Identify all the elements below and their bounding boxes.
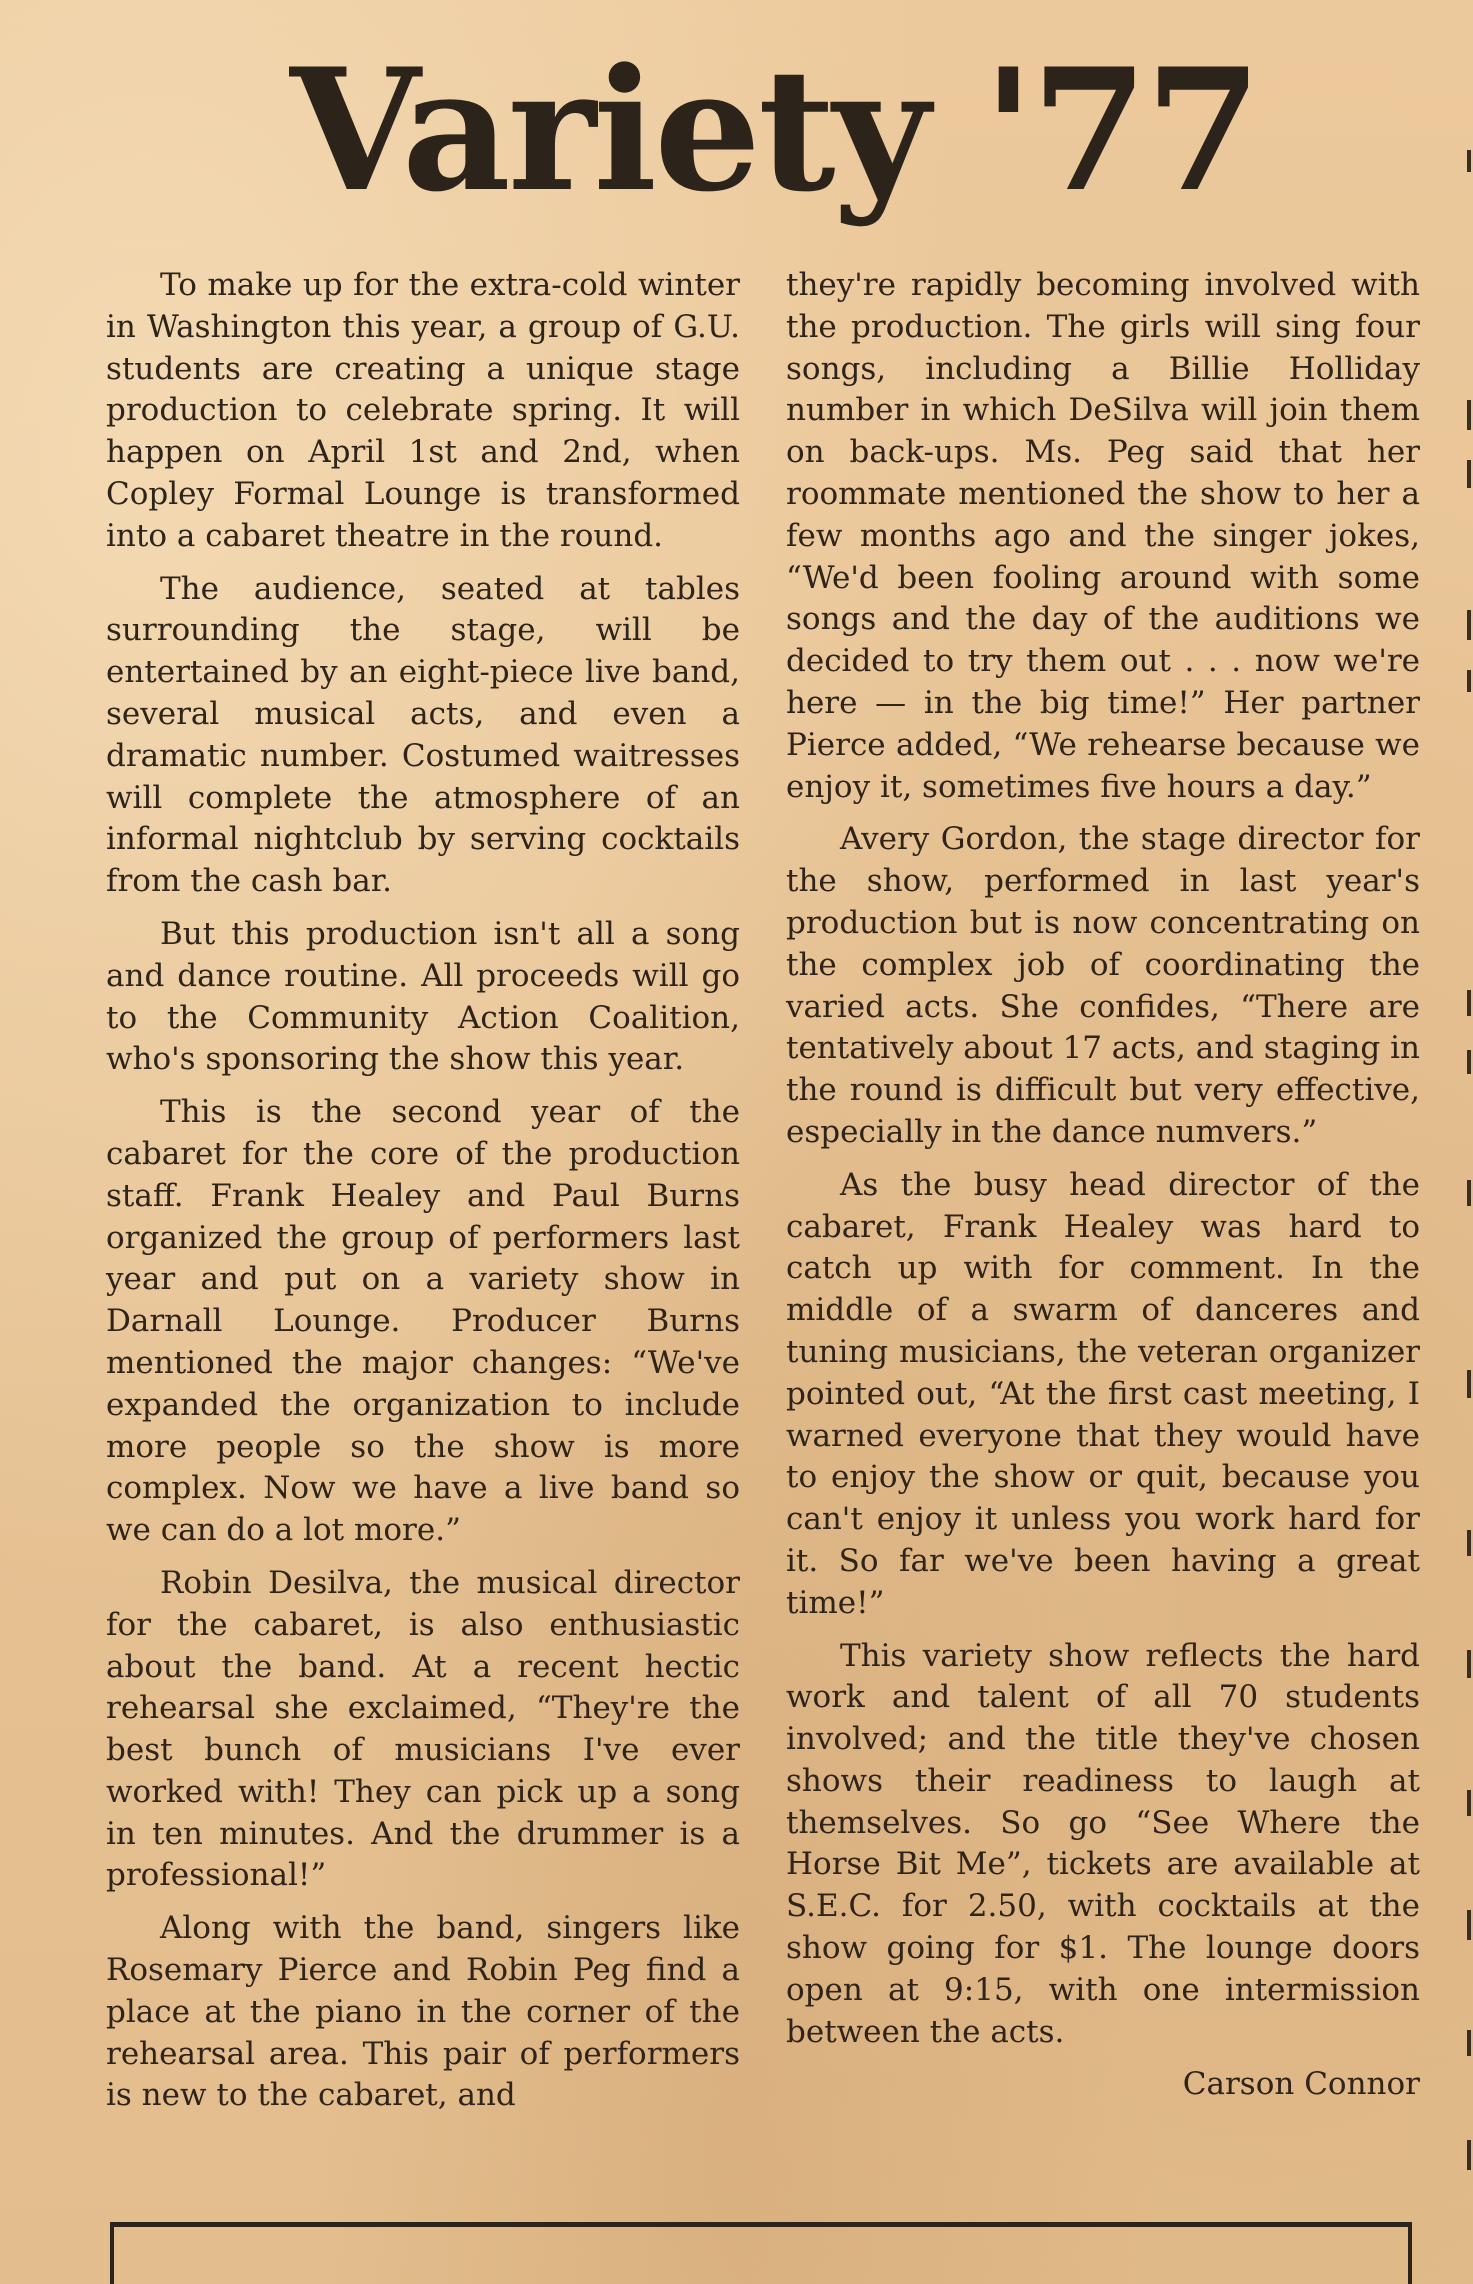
article-column-left xyxy=(106,265,740,2128)
byline: Carson Connor xyxy=(1182,2066,1420,2103)
paragraph: they're rapidly becoming involved with the production. The girls will sing four songs, including a Billie Holliday number in which DeSilva will join them on back-ups. Ms. Peg said that her roommate mentioned the show to her a few months ago and the singer jokes, “We'd been fooling around with some songs and the day of the auditions we decided to try them out . . . now we're here — in the big time!” Her partner Pierce added, “We rehearse because we enjoy it, sometimes five hours a day.” xyxy=(786,267,1420,805)
paragraph: This variety show reflects the hard work and talent of all 70 students involved; and the title they've chosen shows their readiness to laugh at themselves. So go “See Where the Horse Bit Me”, tickets are available at S.E.C. for 2.50, with cocktails at the show going for $1. The lounge doors open at 9:15, with one intermission between the acts. xyxy=(786,1637,1420,2050)
paragraph: As the busy head director of the cabaret, Frank Healey was hard to catch up with for comment. In the middle of a swarm of danceres and tuning musicians, the veteran organizer pointed out, “At the first cast meeting, I warned everyone that they would have to enjoy the show or quit, because you can't enjoy it unless you work hard for it. So far we've been having a great time!” xyxy=(786,1166,1420,1621)
paragraph: Robin Desilva, the musical director for the cabaret, is also enthusiastic about the band. At a recent hectic rehearsal she exclaimed, “They're the best bunch of musicians I've ever worked with! They can pick up a song in ten minutes. And the drummer is a professional!” xyxy=(106,1564,740,1894)
paragraph: Avery Gordon, the stage director for the show, performed in last year's production but is now concentrating on the complex job of coordinating the varied acts. She confides, “There are tentatively about 17 acts, and staging in the round is difficult but very effective, especially in the dance numvers.” xyxy=(786,821,1421,1150)
article-column-right xyxy=(786,265,1420,2106)
headline: Variety '77 xyxy=(290,31,1259,229)
paragraph: To make up for the extra-cold winter in Washington this year, a group of G.U. students are creating a unique stage production to celebrate spring. It will happen on April 1st and 2nd, when Copley Formal Lounge is transformed into a cabaret theatre in the round. xyxy=(106,267,740,554)
next-article-border xyxy=(110,2222,1412,2284)
paragraph: But this production isn't all a song and dance routine. All proceeds will go to the Community Action Coalition, who's sponsoring the show this year. xyxy=(106,915,740,1078)
paragraph: Along with the band, singers like Rosemary Pierce and Robin Peg find a place at the piano in the corner of the rehearsal area. This pair of performers is new to the cabaret, and xyxy=(106,1910,740,2114)
adjacent-column-edge xyxy=(1459,150,1473,2180)
paragraph: This is the second year of the cabaret for the core of the production staff. Frank Healey and Paul Burns organized the group of performers last year and put on a variety show in Darnall Lounge. Producer Burns mentioned the major changes: “We've expanded the organization to include more people so the show is more complex. Now we have a live band so we can do a lot more.” xyxy=(106,1094,740,1549)
paragraph: The audience, seated at tables surrounding the stage, will be entertained by an eight-piece live band, several musical acts, and even a dramatic number. Costumed waitresses will complete the atmosphere of an informal nightclub by serving cocktails from the cash bar. xyxy=(106,570,740,900)
